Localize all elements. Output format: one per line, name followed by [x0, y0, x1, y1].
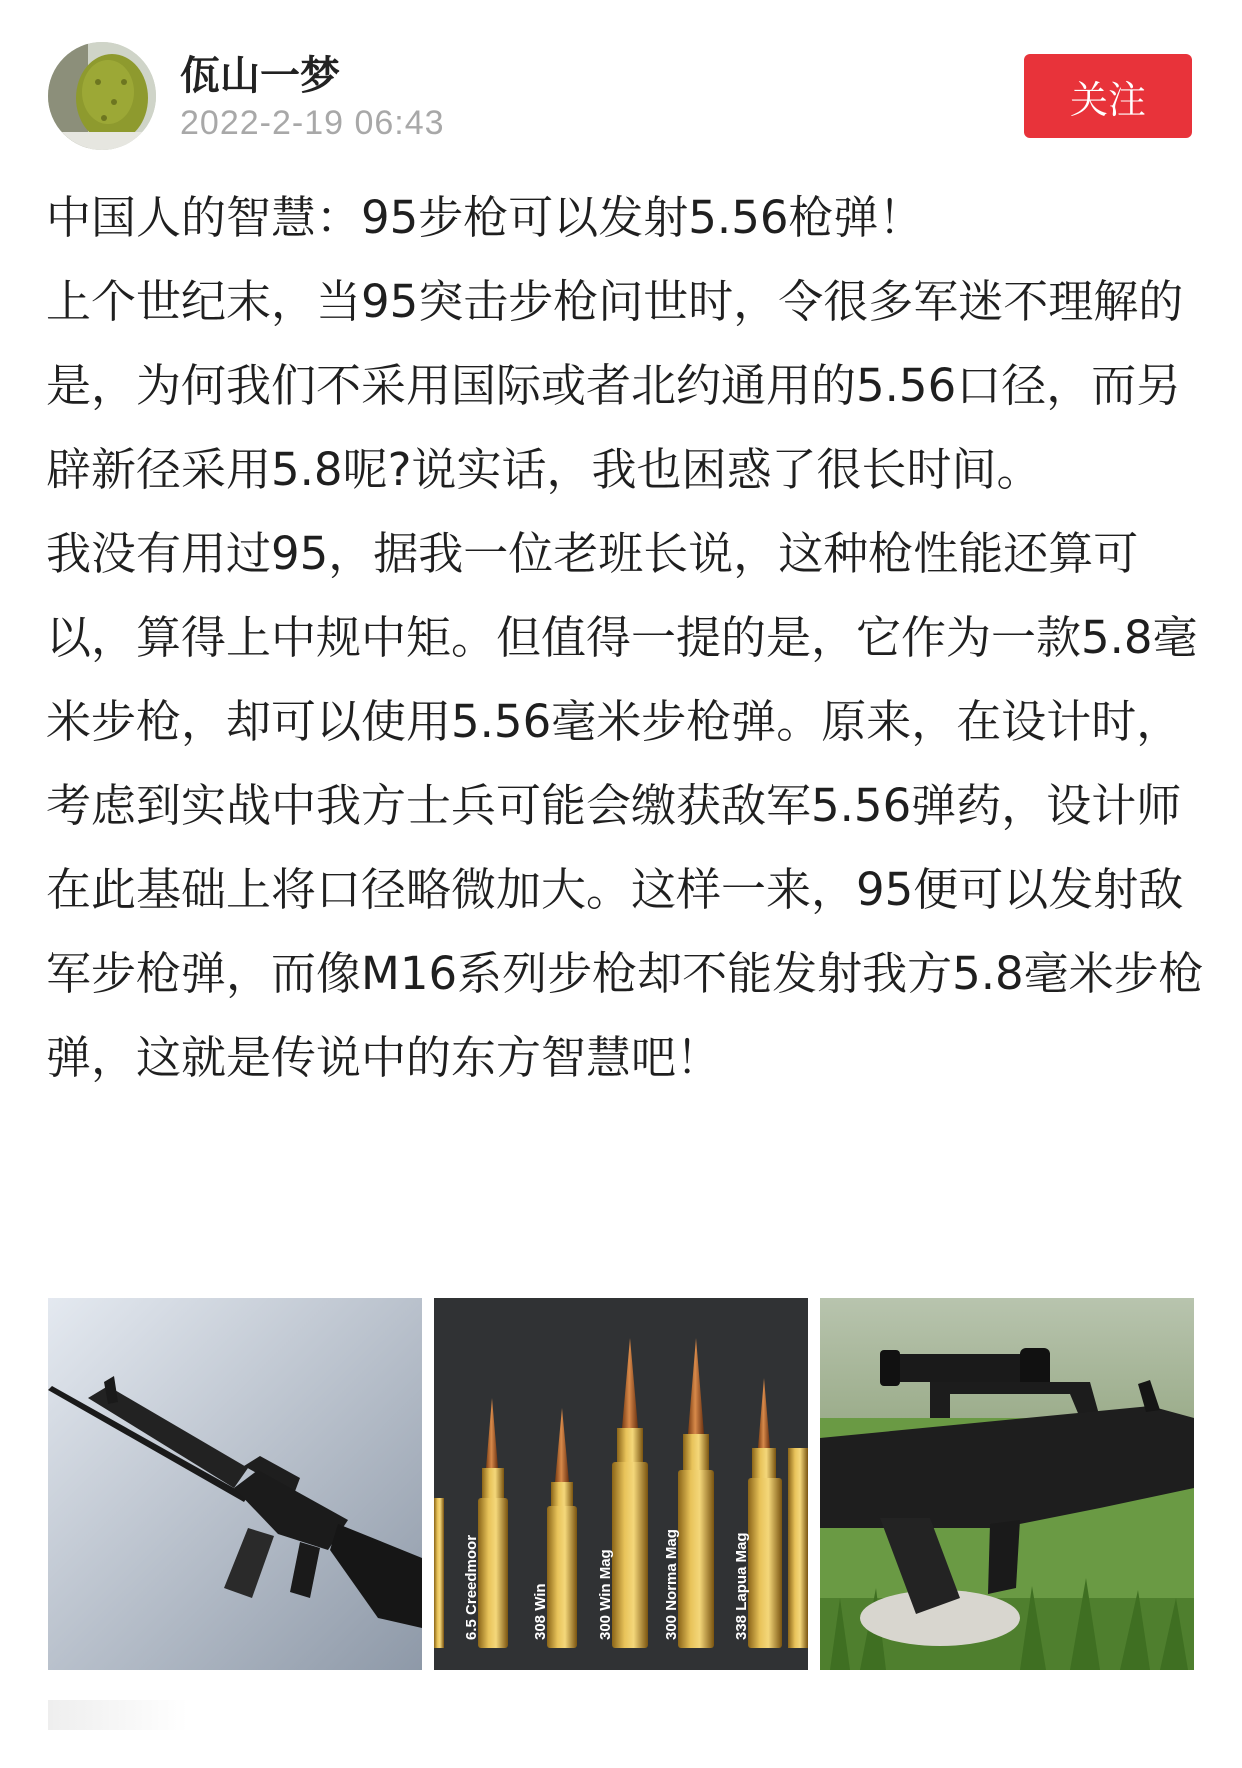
- post-timestamp: 2022-2-19 06:43: [180, 104, 445, 142]
- bottom-divider: [48, 1700, 188, 1730]
- cartridge-label: 338 Lapua Mag: [733, 1532, 750, 1640]
- post-title: 中国人的智慧：95步枪可以发射5.56枪弹！: [46, 191, 924, 244]
- follow-button[interactable]: 关注: [1024, 54, 1192, 138]
- post-body: [46, 176, 1206, 1100]
- cartridge-label: 308 Win: [532, 1583, 549, 1640]
- m16-rifle-image: [48, 1298, 422, 1670]
- image-cartridges[interactable]: [434, 1298, 808, 1670]
- post-header: [0, 0, 1242, 160]
- cartridge-label: 300 Norma Mag: [663, 1529, 680, 1640]
- post-paragraph: 上个世纪末，当95突击步枪问世时，令很多军迷不理解的是，为何我们不采用国际或者北约通用的5.56口径，而另辟新径采用5.8呢?说实话，我也困惑了很长时间。: [46, 275, 1184, 496]
- cartridge-label: 6.5 Creedmoor: [463, 1534, 480, 1640]
- post-paragraph: 我没有用过95，据我一位老班长说，这种枪性能还算可以，算得上中规中矩。但值得一提的是，它作为一款5.8毫米步枪，却可以使用5.56毫米步枪弹。原来，在设计时，考虑到实战中我方士兵可能会缴获敌军5.56弹药，设计师在此基础上将口径略微加大。这样一来，95便可以发射敌军步枪弹，而像M16系列步枪却不能发射我方5.8毫米步枪弹，这就是传说中的东方智慧吧！: [46, 527, 1204, 1084]
- author-name[interactable]: 佤山一梦: [180, 53, 340, 99]
- cartridges-image: [434, 1298, 808, 1670]
- image-qbz95-rifle[interactable]: [820, 1298, 1194, 1670]
- qbz95-rifle-image: [820, 1298, 1194, 1670]
- image-m16-rifle[interactable]: [48, 1298, 422, 1670]
- image-grid: [48, 1298, 1194, 1670]
- avatar[interactable]: [48, 42, 156, 150]
- cartridge-label: 300 Win Mag: [597, 1549, 614, 1640]
- durian-avatar-icon: [48, 42, 156, 150]
